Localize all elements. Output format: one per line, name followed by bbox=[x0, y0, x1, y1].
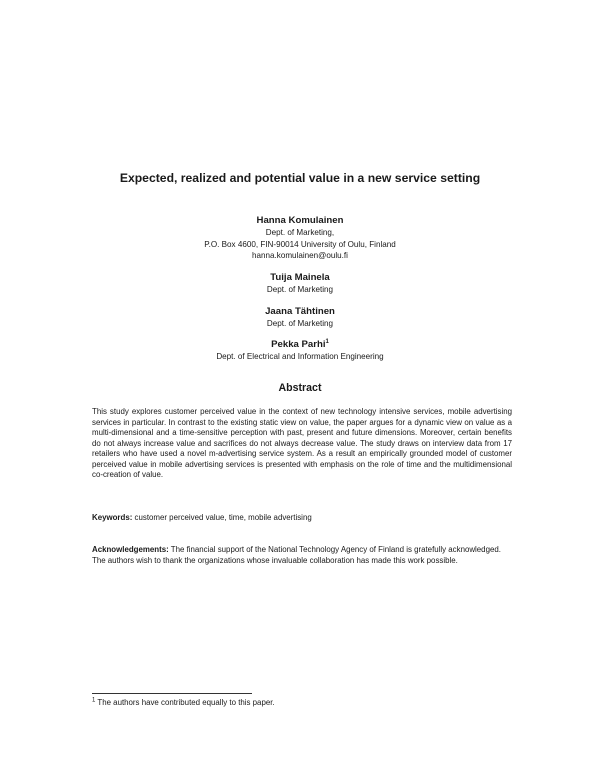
author-block-komulainen bbox=[0, 214, 600, 262]
author-name: Tuija Mainela bbox=[270, 272, 330, 283]
keywords-text: customer perceived value, time, mobile advertising bbox=[132, 513, 312, 522]
author-email[interactable]: hanna.komulainen@oulu.fi bbox=[252, 251, 348, 260]
footnote-text: The authors have contributed equally to this paper. bbox=[95, 698, 275, 707]
author-block-tahtinen bbox=[0, 305, 600, 330]
author-address-line: P.O. Box 4600, FIN-90014 University of Oulu, Finland bbox=[204, 239, 396, 249]
abstract-heading: Abstract bbox=[278, 382, 322, 394]
acknowledgements-paragraph bbox=[92, 545, 512, 566]
footnote bbox=[92, 698, 512, 709]
keywords-paragraph bbox=[92, 513, 512, 524]
abstract-body: This study explores customer perceived value in the context of new technology intensive services, mobile advertising services in particular. In contrast to the existing static view on value, the paper argues for a dynamic view on value as a multi-dimensional and a time-sensitive perception with past, present and future dimensions. Moreover, certain benefits do not always increase value and sacrifices do not always decrease value. The study draws on interview data from 17 retailers who have used a novel m-advertising service system. As a result an empirically grounded model of customer perceived value in mobile advertising services is presented with emphasis on the role of time and the multidimensional co-creation of value. bbox=[92, 407, 512, 479]
acknowledgements-label: Acknowledgements: bbox=[92, 545, 169, 554]
paper-title: Expected, realized and potential value in a new service setting bbox=[119, 171, 481, 185]
footnote-divider bbox=[92, 693, 252, 694]
footnote-reference[interactable]: 1 bbox=[325, 338, 329, 345]
author-affiliation-line: Dept. of Marketing bbox=[266, 319, 334, 328]
footnote-marker: 1 bbox=[92, 697, 96, 704]
acknowledgements-text: The financial support of the National Technology Agency of Finland is gratefully acknowledged. The authors wish to thank the organizations whose invaluable collaboration has made this work possible. bbox=[92, 545, 501, 565]
author-affiliation-line: Dept. of Marketing, bbox=[265, 228, 335, 237]
author-affiliation-line: Dept. of Electrical and Information Engineering bbox=[216, 352, 384, 361]
author-name: Jaana Tähtinen bbox=[265, 306, 335, 317]
author-name: Hanna Komulainen bbox=[256, 215, 344, 226]
author-name: Pekka Parhi bbox=[271, 339, 326, 350]
author-name-with-footnote bbox=[0, 338, 600, 351]
author-block-parhi bbox=[0, 338, 600, 363]
author-block-mainela bbox=[0, 271, 600, 296]
author-affiliation-line: Dept. of Marketing bbox=[266, 285, 334, 294]
keywords-label: Keywords: bbox=[92, 513, 133, 522]
